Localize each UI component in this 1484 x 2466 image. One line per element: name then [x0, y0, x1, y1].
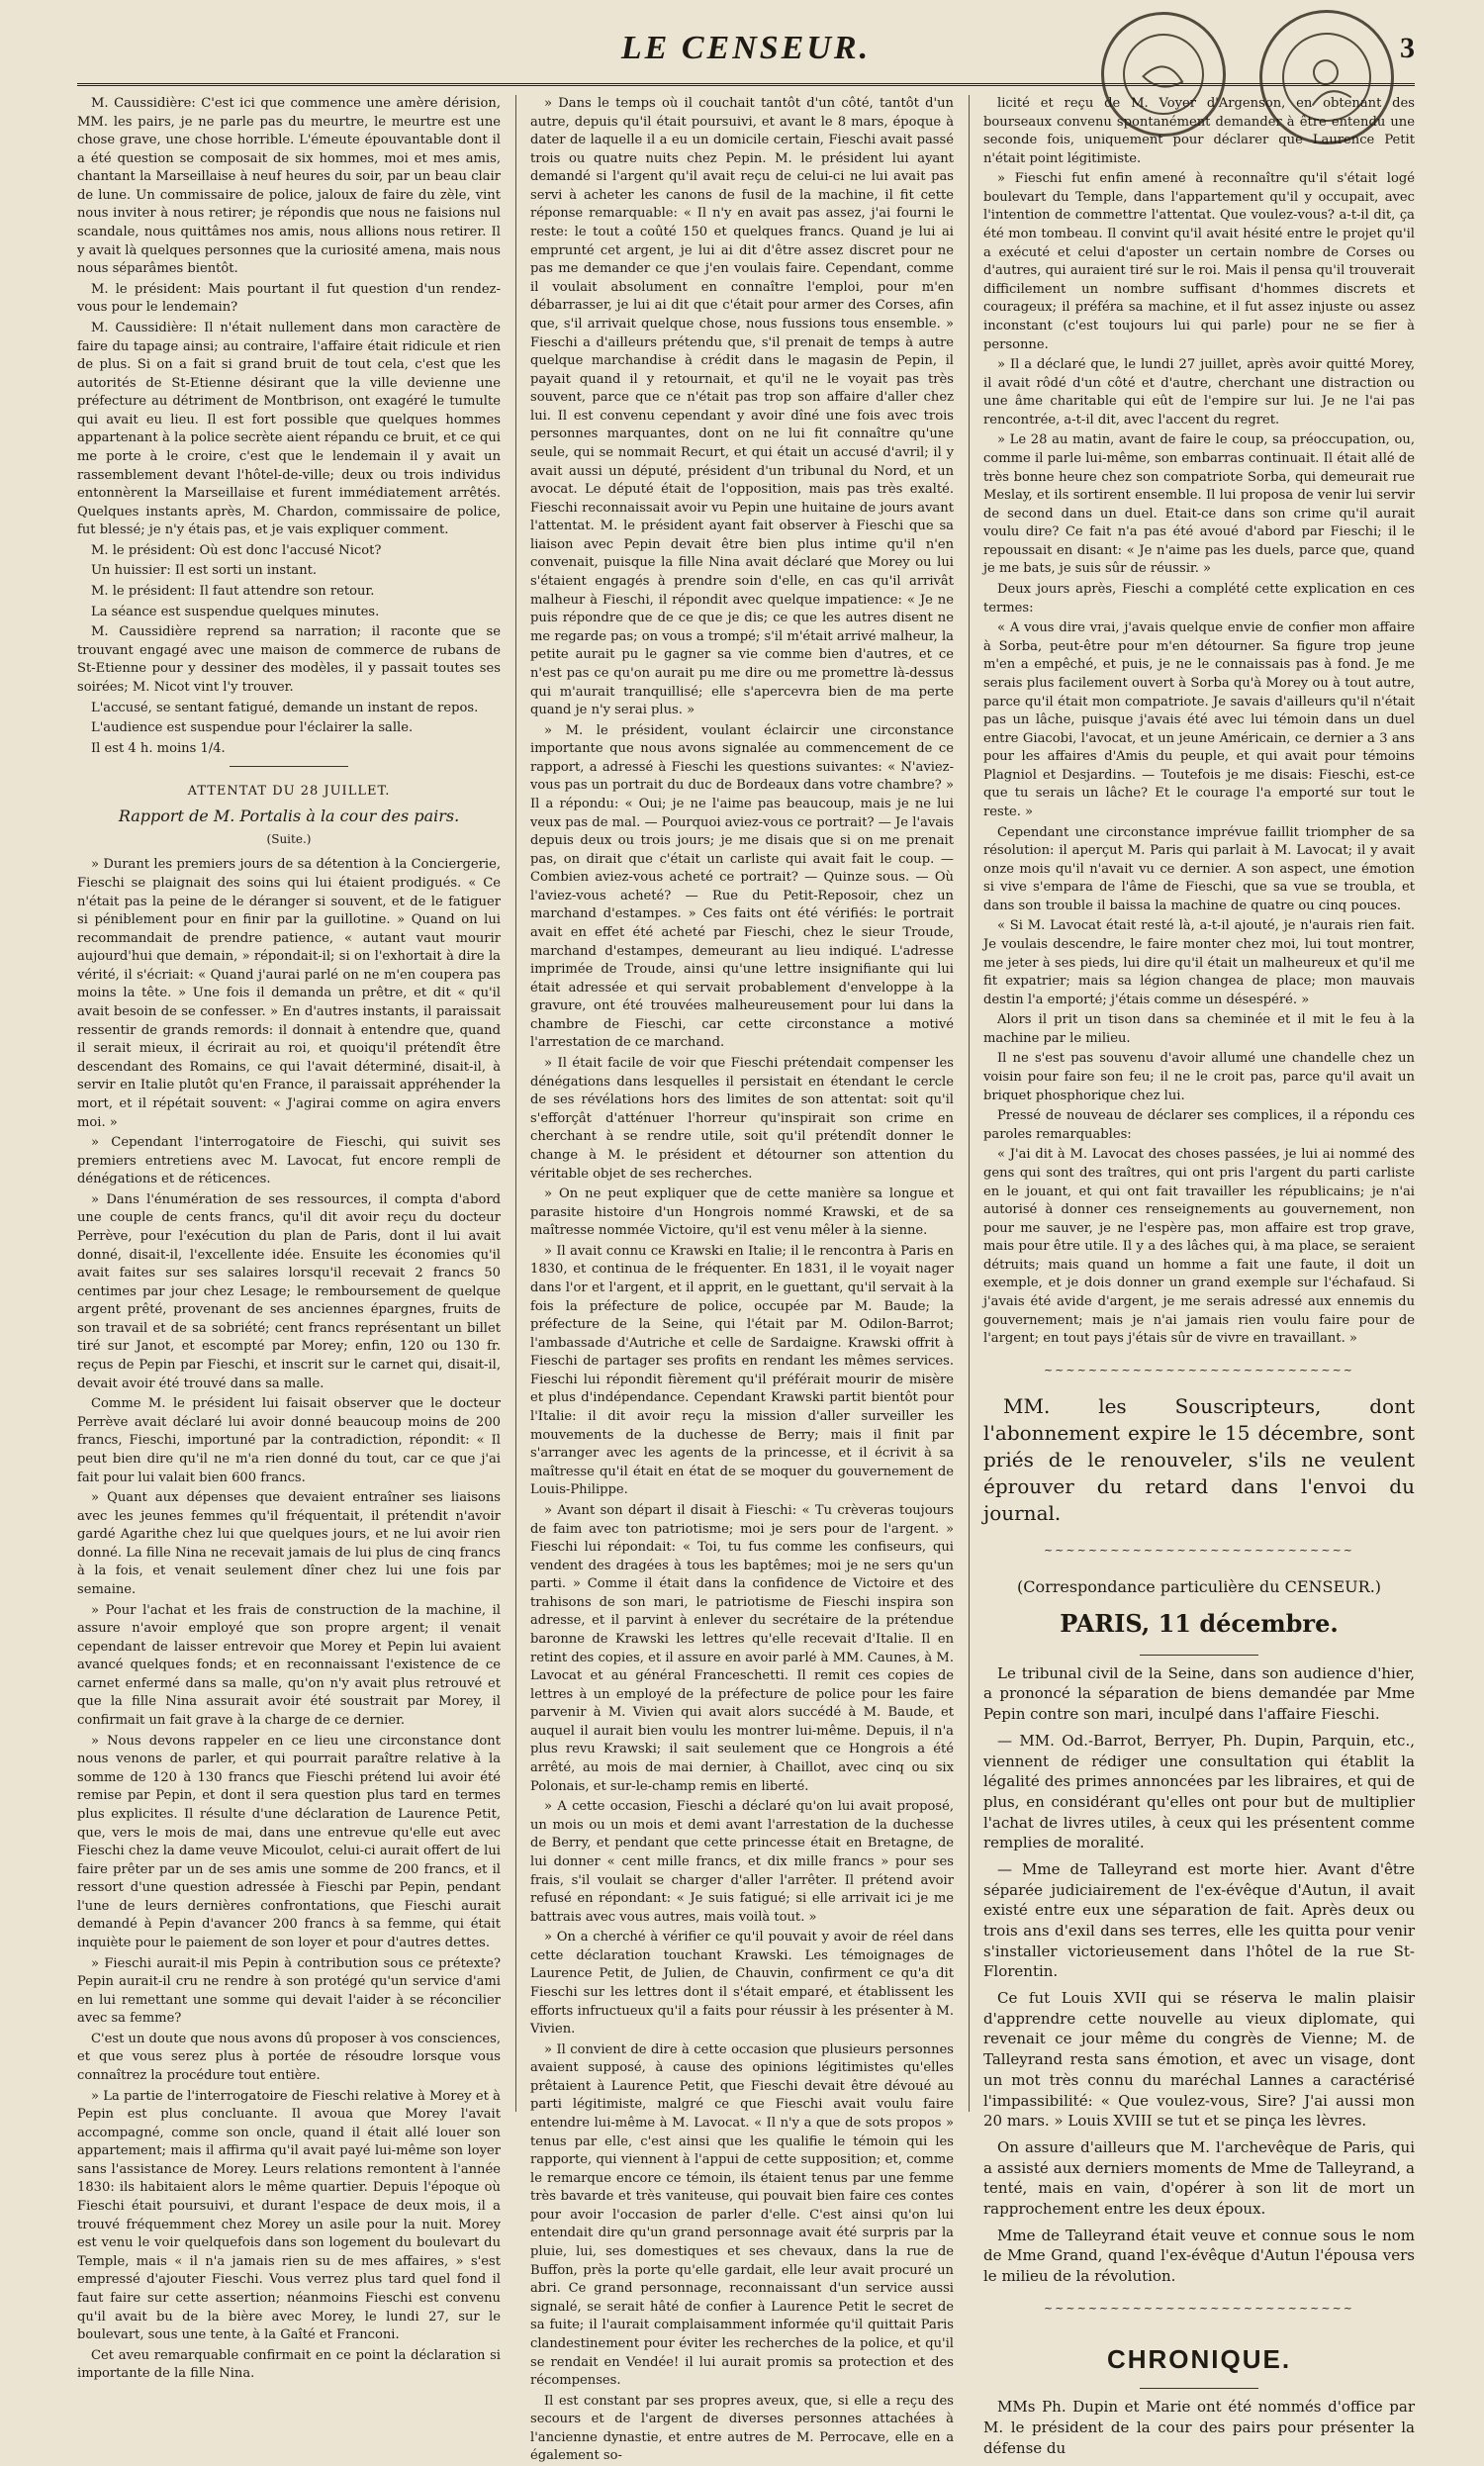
article-subtitle: Rapport de M. Portalis à la cour des pairs. [118, 806, 460, 825]
paragraph: L'audience est suspendue pour l'éclairer la salle. [91, 720, 414, 736]
paragraph: Un huissier: Il est sorti un instant. [91, 563, 318, 579]
ornamental-divider: ~~~~~~~~~~~~~~~~~~~~~~~~~~~~ [1043, 1544, 1355, 1558]
column-1-paragraphs-top [77, 95, 501, 758]
paragraph: L'accusé, se sentant fatigué, demande un instant de repos. [91, 700, 479, 715]
paragraph: Deux jours après, Fieschi a complété cette explication en ces termes: [983, 582, 1415, 616]
paragraph: M. le président: Où est donc l'accusé Nicot? [91, 542, 382, 558]
section-title: CHRONIQUE. [1106, 2344, 1292, 2375]
paragraph: » Nous devons rappeler en ce lieu une circonstance dont nous venons de parler, et qui pourrait paraître relative à la somme de 120 à 130 francs que Fieschi prétend lui avoir été remise par Pepin, et dont il sera question plus tard en termes plus explicites. Il résulte d'une déclaration de Laurence Petit, que, vers le mois de mai, dans une entrevue qu'elle eut avec Fieschi chez la dame veuve Micoulot, celui-ci aurait offert de lui faire prêter par un de ses amis une somme de 200 francs, et il ressort d'une question adressée à Fieschi par Pepin, pendant l'une de leurs dernières confrontations, que Fieschi aurait demandé à Pepin d'avancer 200 francs à sa femme, qui était inquiète pour le paiement de son loyer et pour d'autres dettes. [77, 1733, 501, 1950]
subscription-notice: MM. les Souscripteurs, dont l'abonnement expire le 15 décembre, sont priés de le renouveler, s'ils ne veulent éprouver du retard dans l'envoi du journal. [983, 1394, 1415, 1526]
divider [1140, 1655, 1258, 1656]
paragraph: Alors il prit un tison dans sa cheminée et il mit le feu à la machine par le milieu. [983, 1012, 1415, 1046]
paragraph: M. Caussidière: C'est ici que commence une amère dérision, MM. les pairs, je ne parle pas du meurtre, le meurtre est une chose grave, une chose horrible. L'émeute épouvantable dont il a été question se composait de six hommes, moi et mes amis, chantant la Marseillaise à neuf heures du soir, par un beau clair de lune. Un commissaire de police, jaloux de faire du zèle, vint nous inviter à nous retirer; je répondis que nous ne faisions nul scandale, nous quittâmes nos amis, nous allions nous retirer. Il y avait là quelques personnes que la curiosité amena, mais nous nous séparâmes bientôt. [77, 96, 501, 277]
paragraph: M. Caussidière: Il n'était nullement dans mon caractère de faire du tapage ainsi; au contraire, l'affaire était ridicule et rien de plus. Si on a fait si grand bruit de tout cela, c'est que les autorités de St-Etienne désirant que la ville devienne une préfecture au détriment de Montbrison, ont exagéré le tumulte qui avait eu lieu. Il est fort possible que quelques hommes appartenant à la police secrète aient répandu ce bruit, et ce qui me porte à le croire, c'est que le lendemain il y avait un rassemblement devant l'hôtel-de-ville; deux ou trois individus entonnèrent la Marseillaise et furent immédiatement arrêtés. Quelques instants après, M. Chardon, commissaire de police, fut blessé; je n'y étais pas, et je vais expliquer comment. [77, 320, 501, 538]
divider [1140, 2388, 1258, 2389]
paragraph: » Il était facile de voir que Fieschi prétendait compenser les dénégations dans lesquelles il persistait en étendant le cercle de ses révélations hors des limites de son attentat: soit qu'il s'efforçât d'atténuer l'horreur qu'inspirait son crime en cherchant à se rendre utile, soit qu'il prétendît donner le change à M. le président et détourner son attention du véritable objet de ses recherches. [530, 1056, 954, 1182]
paragraph: » Il a déclaré que, le lundi 27 juillet, après avoir quitté Morey, il avait rôdé d'un côté et d'autre, cherchant une distraction ou une âme charitable qui eût de l'empire sur lui. Je ne l'ai pas rencontrée, a-t-il dit, avec l'accent du regret. [983, 357, 1415, 427]
column-1 [77, 95, 501, 2382]
column-1-paragraphs-bottom [77, 856, 501, 2383]
paragraph: Cet aveu remarquable confirmait en ce point la déclaration si importante de la fille Nina. [77, 2347, 501, 2382]
paragraph: « J'ai dit à M. Lavocat des choses passées, je lui ai nommé des gens qui sont des traîtres, qui ont pris l'argent du parti carliste en le jouant, et qui ont fait travailler les républicains; je n'ai autorisé à donner ces renseignements au gouvernement, non pour me sauver, je ne l'espère pas, mon affaire est trop grave, mais pour être utile. Il y a des lâches qui, à ma place, se seraient détruits; mais quand un homme a fait une faute, il doit un exemple, et je dois donner un grand exemple sur l'échafaud. Si j'avais été avide d'argent, je me serais adressé aux ennemis du gouvernement; mais je n'ai jamais rien voulu faire pour de l'argent; en tout pays j'étais sûr de vivre en travaillant. » [983, 1147, 1415, 1347]
paragraph: » Avant son départ il disait à Fieschi: « Tu crèveras toujours de faim avec ton patriotisme; moi je sers pour de l'argent. » Fieschi lui répondait: « Toi, tu fus comme les confiseurs, qui vendent des dragées à tous les baptêmes; moi je ne sers qu'un parti. » Comme il était dans la confidence de Victoire et des trahisons de son mari, le patriotisme de Fieschi inspira son adresse, et il parvint à enlever du secrétaire de la prétendue baronne de Krawski les lettres qu'elle recevait d'Italie. Il en retint des copies, et il assure en avoir parlé à MM. Caunes, à M. Lavocat et au général Franceschetti. Il remit ces copies de lettres à un employé de la préfecture de police pour les faire parvenir à M. Vivien qui avait alors succédé à M. Baude, et auquel il aurait bien voulu les montrer lui-même. Depuis, il n'a plus revu Krawski; il sait seulement que ce Hongrois a été arrêté, au mois de mai dernier, à Chaillot, avec cinq ou six Polonais, et sur-le-champ remis en liberté. [530, 1502, 954, 1794]
paragraph: » La partie de l'interrogatoire de Fieschi relative à Morey et à Pepin est plus concluante. Il avoua que Morey l'avait accompagné, comme son oncle, quand il était allé louer son appartement; mais il affirma qu'il avait payé lui-même son loyer sans l'assistance de Morey. Leurs relations remontent à l'année 1830: ils habitaient alors le même quartier. Depuis l'époque où Fieschi était poursuivi, et durant l'espace de deux mois, il a trouvé fréquemment chez Morey un asile pour la nuit. Morey est venu le voir quelquefois dans son logement du boulevart du Temple, mais « il n'a jamais rien su de mes affaires, » s'est empressé d'ajouter Fieschi. Vous verrez plus tard quel fond il faut faire sur cette assertion; néanmoins Fieschi est convenu qu'il avait bu de la bière avec Morey, le lundi 27, sur le boulevart, sous une tente, à la Gaîté et Franconi. [77, 2088, 501, 2343]
column-2-paragraphs [530, 95, 954, 2466]
paragraph: » Cependant l'interrogatoire de Fieschi, qui suivit ses premiers entretiens avec M. Lavocat, fut encore rempli de dénégations et de réticences. [77, 1135, 501, 1187]
paragraph: » M. le président, voulant éclaircir une circonstance importante que nous avons signalée au commencement de ce rapport, a adressé à Fieschi les questions suivantes: « N'aviez-vous pas un portrait du duc de Bordeaux dans votre chambre? » Il a répondu: « Oui; je ne l'aime pas beaucoup, mais je ne lui veux pas de mal. — Pourquoi aviez-vous ce portrait? — Je l'avais depuis deux ou trois jours; je me disais que si on me prenait pas, on dirait que c'était un carliste qui avait fait le coup. — Combien aviez-vous acheté ce portrait? — Quinze sous. — Où l'aviez-vous acheté? — Rue du Petit-Reposoir, chez un marchand d'estampes. » Ces faits ont été vérifiés: le portrait avait en effet été acheté par Fieschi, chez le sieur Troude, marchand d'estampes, demeurant au lieu indiqué. L'adresse imprimée de Troude, ainsi qu'une lettre insignifiante qui lui était adressée et qui servait probablement d'enveloppe à la gravure, ont été trouvées malheureusement pour lui dans la chambre de Fieschi, car cette circonstance a motivé l'arrestation de ce marchand. [530, 722, 954, 1051]
paragraph: Comme M. le président lui faisait observer que le docteur Perrève avait déclaré lui avoir donné beaucoup moins de 200 francs, Fieschi, importuné par la contradiction, répondit: « Il peut bien dire qu'il ne m'a rien donné du tout, car ce que j'ai fait pour lui valait bien 600 francs. [77, 1396, 501, 1485]
paragraph: » Il avait connu ce Krawski en Italie; il le rencontra à Paris en 1830, et continua de le fréquenter. En 1831, il le voyait nager dans l'or et l'argent, et il apprit, en le guettant, qu'il servait à la fois la préfecture de police, occupée par M. Baude; la préfecture de la Seine, qui l'était par M. Odilon-Barrot; l'ambassade d'Autriche et celle de Sardaigne. Krawski offrit à Fieschi de partager ses profits en rendant les mêmes services. Fieschi lui répondit fièrement qu'il préférait mourir de misère et plus d'indépendance. Cependant Krawski partit bientôt pour l'Italie: il dit avoir reçu la mission d'aller surveiller les mouvements de la duchesse de Berry; mais il finit par s'arranger avec les agents de la princesse, et il écrivit à sa maîtresse qu'il était en état de se moquer du gouvernement de Louis-Philippe. [530, 1243, 954, 1498]
paragraph: — MM. Od.-Barrot, Berryer, Ph. Dupin, Parquin, etc., viennent de rédiger une consultation qui établit la légalité des primes annoncées par les libraires, et qui de plus, en considérant qu'elles ont pour but de multiplier l'achat de livres utiles, à ceux qui les présentent comme remplies de moralité. [983, 1731, 1415, 1852]
paragraph: — Mme de Talleyrand est morte hier. Avant d'être séparée judiciairement de l'ex-évêque d'Autun, il avait existé entre eux une séparation de fait. Après deux ou trois ans d'exil dans ses terres, elle les quitta pour venir s'installer victorieusement dans l'hôtel de la rue St-Florentin. [983, 1859, 1415, 1981]
paragraph: On assure d'ailleurs que M. l'archevêque de Paris, qui a assisté aux derniers moments de Mme de Talleyrand, a tenté, mais en vain, d'opérer à son lit de mort un rapprochement entre les deux époux. [983, 2137, 1415, 2218]
page-number: 3 [1400, 32, 1415, 64]
paragraph: » Pour l'achat et les frais de construction de la machine, il assure n'avoir employé que son propre argent; il venait cependant de laisser entrevoir que Morey et Pepin lui avaient avancé quelques fonds; et en reconnaissant l'existence de ce carnet enfermé dans sa malle, qu'on n'y avait plus retrouvé et que la fille Nina assurait avoir été soustrait par Morey, il confirmait un fait grave à la charge de ce dernier. [77, 1602, 501, 1729]
dateline: PARIS, 11 décembre. [1060, 1608, 1339, 1638]
paragraph: Cependant une circonstance imprévue faillit triompher de sa résolution: il aperçut M. Paris qui parlait à M. Lavocat; il y avait onze mois qu'il n'avait vu ce dernier. A son aspect, une émotion si vive s'empara de l'âme de Fieschi, que sa vue se troubla, et dans son trouble il baissa la machine de quatre ou cinq pouces. [983, 824, 1415, 913]
paragraph: » Fieschi fut enfin amené à reconnaître qu'il s'était logé boulevart du Temple, dans l'appartement qu'il y occupait, avec l'intention de commettre l'attentat. Que voulez-vous? a-t-il dit, ça été mon tombeau. Il convint qu'il avait hésité entre le projet qu'il a exécuté et celui d'aposter un certain nombre de Corses ou d'autres, qui auraient tiré sur le roi. Mais il pensa qu'il trouverait difficilement un nombre suffisant d'hommes discrets et courageux; il préféra sa machine, et il fut assez injuste ou assez inconstant (c'est toujours lui qui parle) pour ne se fier à personne. [983, 171, 1415, 352]
paragraph: M. le président: Il faut attendre son retour. [91, 584, 375, 600]
paragraph: Il est constant par ses propres aveux, que, si elle a reçu des secours et de l'argent de diverses personnes attachées à l'ancienne dynastie, et entre autres de M. Perrocave, elle en a également so- [530, 2393, 954, 2464]
paragraph: licité et reçu de M. Voyer d'Argenson, en obtenant des bourseaux convenu spontanément demander à être entendu une seconde fois, uniquement pour déclarer que Laurence Petit n'était point légitimiste. [983, 96, 1415, 166]
article-title: ATTENTAT DU 28 JUILLET. [187, 784, 391, 800]
page-header [77, 22, 1415, 86]
paragraph: La séance est suspendue quelques minutes. [91, 604, 380, 619]
column-3 [983, 95, 1415, 2457]
ornamental-divider: ~~~~~~~~~~~~~~~~~~~~~~~~~~~~ [1043, 2301, 1355, 2315]
paragraph: Le tribunal civil de la Seine, dans son audience d'hier, a prononcé la séparation de biens demandée par Mme Pepin contre son mari, inculpé dans l'affaire Fieschi. [983, 1663, 1415, 1724]
masthead: LE CENSEUR. [620, 30, 872, 66]
paragraph: » On a cherché à vérifier ce qu'il pouvait y avoir de réel dans cette déclaration touchant Krawski. Les témoignages de Laurence Petit, de Julien, de Chauvin, confirment ce qu'a dit Fieschi sur les lettres dont il s'était emparé, et établissent les efforts infructueux qu'il a faits pour réussir à les présenter à M. Vivien. [530, 1930, 954, 2038]
paragraph: Ce fut Louis XVII qui se réserva le malin plaisir d'apprendre cette nouvelle au vieux diplomate, qui revenait ce jour même du congrès de Vienne; M. de Talleyrand resta sans émotion, et avec un visage, dont un mot très connu du maréchal Lannes a caractérisé l'impassibilité: « Que voulez-vous, Sire? J'ai aussi mon 20 mars. » Louis XVIII se tut et se pinça les lèvres. [983, 1989, 1415, 2131]
paragraph: Il ne s'est pas souvenu d'avoir allumé une chandelle chez un voisin pour faire son feu; il ne le croit pas, parce qu'il avait un briquet phosphorique chez lui. [983, 1051, 1415, 1103]
paragraph: Pressé de nouveau de déclarer ses complices, il a répondu ces paroles remarquables: [983, 1108, 1415, 1142]
paragraph: M. le président: Mais pourtant il fut question d'un rendez-vous pour le lendemain? [77, 281, 501, 316]
ornamental-divider: ~~~~~~~~~~~~~~~~~~~~~~~~~~~~ [1043, 1363, 1355, 1376]
paragraph: M. Caussidière reprend sa narration; il raconte que se trouvant engagé avec une maison de commerce de rubans de St-Etienne pour y dessiner des modèles, il y passait toutes ses soirées; M. Nicot vint l'y trouver. [77, 624, 501, 695]
column-2 [530, 95, 954, 2464]
paragraph: » Il convient de dire à cette occasion que plusieurs personnes avaient supposé, à cause des opinions légitimistes qu'elles prêtaient à Laurence Petit, que Fieschi devait être dévoué au parti légitimiste, malgré ce que Fieschi avait voulu faire entendre lui-même à M. Lavocat. « Il n'y a que de sots propos » tenus par elle, c'est ainsi que les qualifie le témoin qui les rapporte, qui viennent à l'appui de cette supposition; et, comme le remarque encore ce témoin, ils étaient tenus par une femme très bavarde et très vaniteuse, qui pouvait bien faire ces contes pour avoir l'occasion de parler d'elle. C'est ainsi qu'on lui entendait dire qu'un grand personnage avait été surpris par la pluie, lui, ses domestiques et ses chevaux, dans la rue de Buffon, près la porte qu'elle gardait, elle leur avait procuré un abri. Ce grand personnage, reconnaissant d'un service aussi signalé, se serait hâté de confier à Laurence Petit le secret de sa fuite; il l'aurait complaisamment informée qu'il quittait Paris clandestinement pour éviter les recherches de la police, et qu'il se rendait en Vendée! il lui aurait promis sa protection et des récompenses. [530, 2041, 954, 2389]
paragraph: » Quant aux dépenses que devaient entraîner ses liaisons avec les jeunes femmes qu'il fréquentait, il prétendit n'avoir gardé Agarithe chez lui que quelques jours, et ne lui avoir rien donné. La fille Nina ne recevait jamais de lui plus de cinq francs à la fois, et venait seulement dîner chez lui une fois par semaine. [77, 1490, 501, 1597]
paragraph: Il est 4 h. moins 1/4. [91, 740, 226, 756]
column-3-paragraphs-chronique [983, 2397, 1415, 2458]
column-rule [969, 95, 970, 2112]
paragraph: MMs Ph. Dupin et Marie ont été nommés d'office par M. le président de la cour des pairs pour présenter la défense du [983, 2398, 1415, 2457]
paragraph: » Le 28 au matin, avant de faire le coup, sa préoccupation, ou, comme il parle lui-même, son embarras continuait. Il était allé de très bonne heure chez son compatriote Sorba, qui demeurait rue Meslay, et ils sortirent ensemble. Il lui proposa de venir lui servir de second dans un duel. Etait-ce dans son crime qu'il aurait voulu dire? Ce fait n'a pas été avoué d'abord par Fieschi; il le repoussait en disant: « Je n'aime pas les duels, parce que, quand je me bats, je suis sûr de réussir. » [983, 432, 1415, 577]
paragraph: « A vous dire vrai, j'avais quelque envie de confier mon affaire à Sorba, peut-être pour m'en détourner. Sa figure trop jeune m'en a empêché, et puis, je ne le connaissais pas à fond. Je me serais plus facilement ouvert à Sorba qu'à Morey ou à tout autre, parce qu'il était mon compatriote. Je savais d'ailleurs qu'il n'était pas un lâche, puisque j'avais été avec lui témoin dans un duel entre Giacobi, l'avocat, et un jeune Américain, ce dernier a 3 ans pour les affaires d'Amis du peuple, et qui avait pour témoins Plagniol et Desjardins. — Toutefois je me disais: Fieschi, est-ce que tu serais un lâche? Et le courage l'a emporté sur tout le reste. » [983, 620, 1415, 819]
paragraph: » A cette occasion, Fieschi a déclaré qu'on lui avait proposé, un mois ou un mois et demi avant l'arrestation de la duchesse de Berry, et pendant que cette princesse était en Bretagne, de lui donner « cent mille francs, et dix mille francs » pour ses frais, s'il voulait se charger d'aller l'arrêter. Il prétend avoir refusé en répondant: « Je suis fatigué; si elle arrivait ici je me battrais avec vous autres, mais voilà tout. » [530, 1799, 954, 1925]
paragraph: « Si M. Lavocat était resté là, a-t-il ajouté, je n'aurais rien fait. Je voulais descendre, le faire monter chez moi, lui tout montrer, me jeter à ses pieds, lui dire qu'il était un malheureux et qu'il me fit expatrier; mais sa légion changea de place; mon mauvais destin l'a emporté; j'étais comme un désespéré. » [983, 918, 1415, 1007]
column-3-paragraphs-top [983, 95, 1415, 1349]
paragraph: C'est un doute que nous avons dû proposer à vos consciences, et que vous serez plus à portée de résoudre lorsque vous connaîtrez la procédure tout entière. [77, 2031, 501, 2084]
paragraph: » Dans l'énumération de ses ressources, il compta d'abord une couple de cents francs, qu'il dit avoir reçu du docteur Perrève, pour l'exécution du plan de Paris, dont il lui avait donné, disait-il, l'excellente idée. Ensuite les économies qu'il avait faites sur ses salaires lorsqu'il recevait 2 francs 50 centimes par jour chez Lesage; le remboursement de quelque argent prêté, provenant de ses anciennes épargnes, fruits de son travail et de sa sobriété; cent francs représentant un billet tiré sur Janot, et escompté par Morey; enfin, 120 ou 130 fr. reçus de Pepin par Fieschi, et inscrit sur le carnet qui, disait-il, devait avoir été trouvé dans sa malle. [77, 1191, 501, 1391]
paragraph: » Dans le temps où il couchait tantôt d'un côté, tantôt d'un autre, depuis qu'il était poursuivi, et avant le 8 mars, époque à dater de laquelle il a eu un domicile certain, Fieschi avait passé trois ou quatre nuits chez Pepin. M. le président lui ayant demandé si l'argent qu'il avait reçu de celui-ci ne lui avait pas servi à acheter les canons de fusil de la machine, il fit cette réponse remarquable: « Il n'y en avait pas assez, j'ai fourni le reste: le tout a coûté 150 et quelques francs. Quand je lui ai emprunté cet argent, je lui ai dit d'être assez discret pour ne pas me demander ce que j'en voulais faire. Cependant, comme il voulait absolument en connaître l'emploi, pour m'en débarrasser, je lui ai dit que c'était pour armer des Corses, afin que, s'il arrivait quelque chose, nous fussions tous ensemble. » Fieschi a d'ailleurs prétendu que, s'il prenait de temps à autre quelque marchandise à crédit dans le magasin de Pepin, il payait quand il y retournait, et qu'il ne le voyait pas très souvent, parce que ce n'était pas trop son affaire d'aller chez lui. Il est convenu cependant y avoir dîné une fois avec trois personnes marquantes, dont on ne lui fit connaître qu'une seule, qui se nommait Recurt, et qui était un accusé d'avril; il y avait aussi un député, président d'un tribunal du Nord, et un avocat. Le député était de l'opposition, mais pas très exalté. Fieschi reconnaissait avoir vu Pepin une huitaine de jours avant l'attentat. M. le président ayant fait observer à Fieschi que sa liaison avec Pepin devait être bien plus intime qu'il n'en convenait, puisque la fille Nina avait déclaré que Morey ou lui s'étaient engagés à prendre soin d'elle, en cas qu'il arrivât malheur à Fieschi, il répondit avec quelque impatience: « Je ne puis répondre que de ce que je dis; ce que les autres disent ne me regarde pas; on vous a trompé; s'il m'était arrivé malheur, la petite aurait pu le gagner sa vie comme bien d'autres, et ce n'est pas ce qu'on aurait pu me dire ou me promettre là-dessus qui m'aurait tranquillisé; elle s'apercevra bien de ma perte quand je n'y serai plus. » [530, 96, 954, 718]
correspondence-line: (Correspondance particulière du CENSEUR.) [1016, 1576, 1382, 1596]
paragraph: » Durant les premiers jours de sa détention à la Conciergerie, Fieschi se plaignait des soins qui lui étaient prodigués. « Ce n'était pas la peine de le déranger si souvent, et de le fatiguer si péniblement pour en finir par la guillotine. » Quand on lui recommandait de prendre patience, « autant vaut mourir aujourd'hui que demain, » répondait-il; si on l'exhortait à dire la vérité, il s'écriait: « Quand j'aurai parlé on ne m'en coupera pas moins la tête. » Une fois il demanda un prêtre, et dit « qu'il avait besoin de se confesser. » En d'autres instants, il paraissait ressentir de grands remords: il donnait à entendre que, quand il serait mieux, il écrirait au roi, et quoiqu'il prétendît être descendant des Romains, ce qui l'avait déterminé, disait-il, à servir en Italie plutôt qu'en France, il paraissait appréhender la mort, et il répétait souvent: « J'agirai comme on agira envers moi. » [77, 857, 501, 1130]
divider [230, 766, 348, 767]
paragraph: » On ne peut expliquer que de cette manière sa longue et parasite histoire d'un Hongrois nommé Krawski, et de sa maîtresse nommée Victoire, qu'il est venu mêler à la sienne. [530, 1186, 954, 1239]
column-rule [515, 95, 516, 2112]
paragraph: Mme de Talleyrand était veuve et connue sous le nom de Mme Grand, quand l'ex-évêque d'Autun l'épousa vers le milieu de la révolution. [983, 2226, 1415, 2285]
paragraph: » Fieschi aurait-il mis Pepin à contribution sous ce prétexte? Pepin aurait-il cru ne rendre à son protégé qu'un service d'ami en lui remettant une somme qui devait l'aider à se réconcilier avec sa femme? [77, 1955, 501, 2027]
column-3-paragraphs-news [983, 1663, 1415, 2287]
article-continuation: (Suite.) [266, 832, 312, 847]
